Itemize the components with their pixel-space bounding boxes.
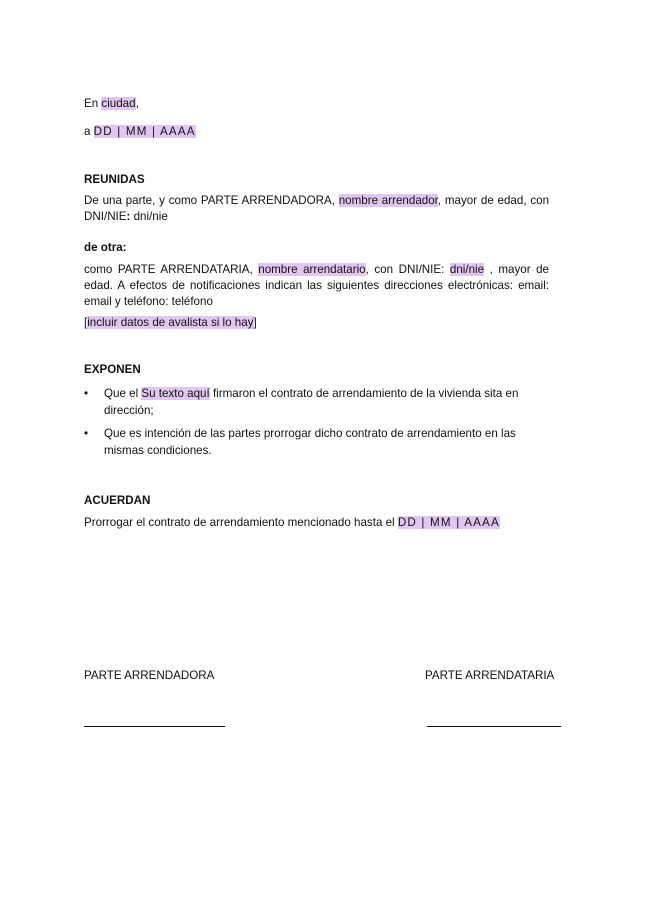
arrendatario-dni-field: dni/nie	[449, 263, 485, 276]
avalista-bracket-close: ]	[253, 316, 257, 329]
exponen-1-text-a: Que el	[104, 387, 142, 400]
avalista-field: incluir datos de avalista si lo hay	[87, 316, 254, 329]
exponen-1-field: Su texto aquí	[141, 387, 210, 400]
date-prefix: a	[84, 125, 94, 138]
paragraph-arrendador	[84, 193, 549, 225]
acuerdan-date-field: DD | MM | AAAA	[397, 516, 500, 529]
section-title-acuerdan: ACUERDAN	[84, 494, 151, 507]
signature-line-arrendataria	[427, 726, 561, 727]
date-field: DD | MM | AAAA	[93, 125, 196, 138]
date-line	[84, 124, 196, 140]
avalista-bracket-open: [	[84, 316, 88, 329]
arrendatario-text-c: , mayor de edad. A efectos de notificaciones indican las siguientes direcciones electrónicas: email: email y teléfono: teléfono	[84, 263, 550, 308]
signature-label-arrendataria: PARTE ARRENDATARIA	[425, 669, 555, 682]
avalista-line	[84, 315, 257, 331]
subtitle-de-otra: de otra:	[84, 241, 127, 254]
signature-label-arrendadora: PARTE ARRENDADORA	[84, 669, 215, 682]
arrendador-text-c: dni/nie	[130, 210, 168, 223]
list-item-text	[104, 385, 544, 419]
arrendador-name-field: nombre arrendador	[338, 194, 438, 207]
exponen-1-text-b: firmaron el contrato de arrendamiento de la vivienda sita en dirección;	[104, 387, 519, 417]
arrendador-text-a: De una parte, y como PARTE ARRENDADORA,	[84, 194, 339, 207]
place-prefix: En	[84, 97, 102, 110]
arrendador-colon: :	[126, 210, 131, 223]
arrendatario-text-b: , con DNI/NIE:	[365, 263, 450, 276]
arrendador-text-b: , mayor de edad, con DNI/NIE	[84, 194, 550, 223]
section-title-exponen: EXPONEN	[84, 363, 141, 376]
bullet-icon: •	[84, 427, 89, 440]
place-field: ciudad	[101, 97, 136, 110]
section-title-reunidas: REUNIDAS	[84, 173, 145, 186]
paragraph-arrendatario	[84, 262, 549, 310]
list-item-text: Que es intención de las partes prorrogar dicho contrato de arrendamiento en las mismas condiciones.	[104, 427, 516, 457]
bullet-icon: •	[84, 387, 89, 400]
acuerdan-line	[84, 515, 500, 531]
arrendatario-text-a: como PARTE ARRENDATARIA,	[84, 263, 259, 276]
signature-line-arrendadora	[84, 726, 225, 727]
place-line	[84, 96, 139, 112]
acuerdan-text: Prorrogar el contrato de arrendamiento mencionado hasta el	[84, 516, 398, 529]
arrendatario-name-field: nombre arrendatario	[258, 263, 366, 276]
place-suffix: ,	[135, 97, 139, 110]
